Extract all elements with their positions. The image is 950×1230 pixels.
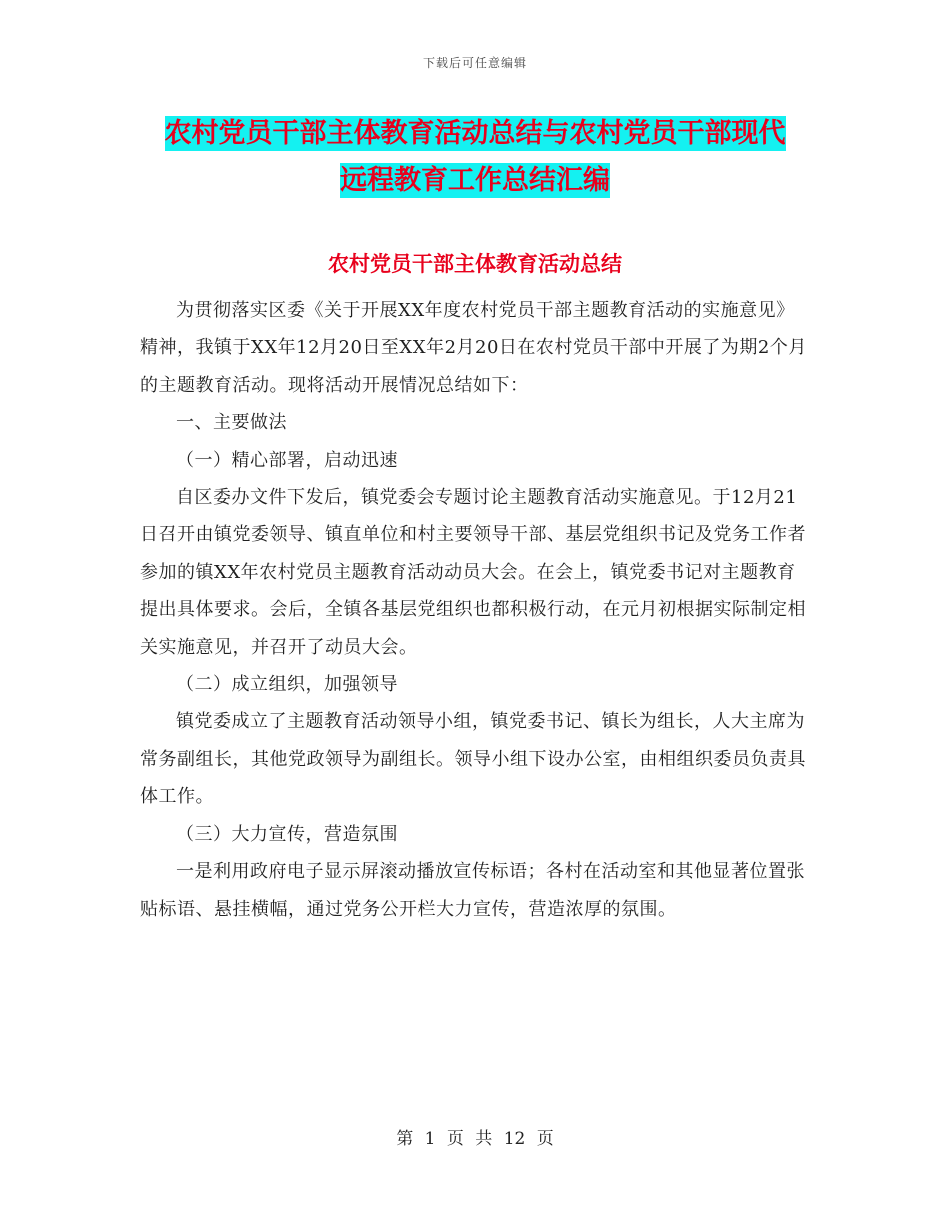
heading-main-practices: 一、主要做法	[176, 412, 287, 434]
header-note: 下载后可任意编辑	[422, 56, 527, 70]
document-title-line-1: 农村党员干部主体教育活动总结与农村党员干部现代	[164, 118, 786, 149]
section-title: 农村党员干部主体教育活动总结	[328, 252, 622, 276]
document-title	[0, 110, 950, 204]
paragraph-deployment: 自区委办文件下发后，镇党委会专题讨论主题教育活动实施意见。于12月21日召开由镇党委领导、镇直单位和村主要领导干部、基层党组织书记及党务工作者参加的镇XX年农村党员主题教育活动动员大会。在会上，镇党委书记对主题教育提出具体要求。会后，全镇各基层党组织也都积极行动，在元月初根据实际制定相关实施意见，并召开了动员大会。	[140, 487, 806, 658]
document-title-line-2: 远程教育工作总结汇编	[340, 165, 610, 196]
body-text	[140, 292, 810, 928]
paragraph-organization: 镇党委成立了主题教育活动领导小组，镇党委书记、镇长为组长，人大主席为常务副组长，其他党政领导为副组长。领导小组下设办公室，由相组织委员负责具体工作。	[140, 711, 806, 808]
paragraph-publicity: 一是利用政府电子显示屏滚动播放宣传标语；各村在活动室和其他显著位置张贴标语、悬挂横幅，通过党务公开栏大力宣传，营造浓厚的氛围。	[140, 861, 805, 920]
page-number-footer: 第 1 页 共 12 页	[396, 1129, 554, 1149]
subheading-3: （三）大力宣传，营造氛围	[176, 823, 398, 845]
subheading-2: （二）成立组织，加强领导	[176, 674, 398, 696]
paragraph-intro: 为贯彻落实区委《关于开展XX年度农村党员干部主题教育活动的实施意见》精神，我镇于XX年12月20日至XX年2月20日在农村党员干部中开展了为期2个月的主题教育活动。现将活动开展情况总结如下：	[140, 300, 807, 396]
subheading-1: （一）精心部署，启动迅速	[176, 449, 398, 471]
